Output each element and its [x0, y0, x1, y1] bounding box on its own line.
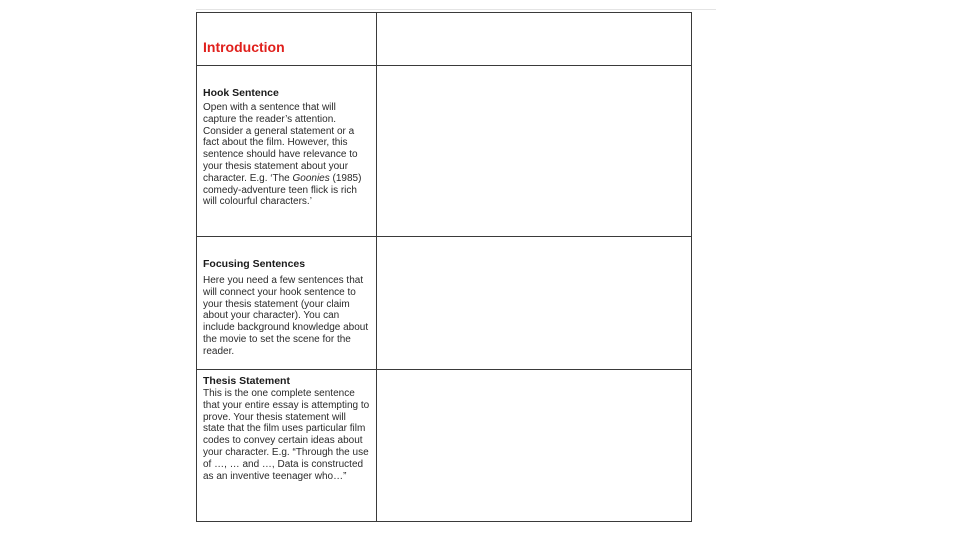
thesis-statement-label-cell [197, 370, 377, 521]
hook-sentence-answer-cell[interactable] [377, 66, 691, 237]
introduction-planner-table [196, 12, 692, 522]
hook-sentence-description [203, 102, 370, 208]
introduction-title: Introduction [203, 39, 285, 55]
introduction-answer-cell[interactable] [377, 13, 691, 66]
hook-sentence-text-1: Open with a sentence that will capture the reader’s attention. Consider a general statement or a fact about the film. However, this sentence should have relevance to your thesis statement about your character. E.g. ‘The [203, 102, 358, 184]
hook-sentence-label-cell [197, 66, 377, 237]
thesis-statement-description: This is the one complete sentence that your entire essay is attempting to prove. Your thesis statement will state that the film uses particular film codes to convey certain ideas about your character. E.g. “Through the use of …, … and …, Data is constructed as an inventive teenager who…” [203, 388, 370, 482]
focusing-sentences-description: Here you need a few sentences that will connect your hook sentence to your thesis statement (your claim about your character). You can include background knowledge about the movie to set the scene for the reader. [203, 275, 369, 357]
hook-sentence-text-2: (1985) comedy-adventure teen flick is rich will colourful characters.’ [203, 172, 362, 208]
focusing-sentences-label-cell [197, 237, 377, 370]
introduction-label-cell [197, 13, 377, 66]
focusing-sentences-heading: Focusing Sentences [203, 258, 306, 270]
focusing-sentences-answer-cell[interactable] [377, 237, 691, 370]
top-divider [196, 9, 716, 10]
thesis-statement-answer-cell[interactable] [377, 370, 691, 521]
film-title-goonies: Goonies [292, 172, 330, 184]
thesis-statement-heading: Thesis Statement [203, 375, 290, 387]
hook-sentence-heading: Hook Sentence [203, 87, 279, 99]
